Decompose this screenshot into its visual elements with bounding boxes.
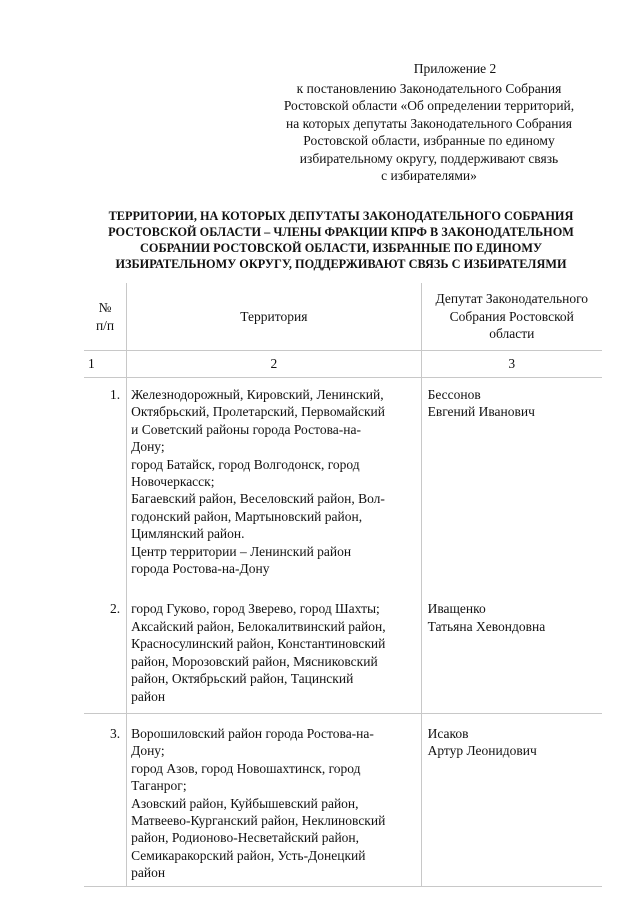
annex-block <box>256 60 602 185</box>
deputy-surname: Исаков <box>427 725 469 741</box>
document-title <box>80 208 602 272</box>
deputy-name: Татьяна Хевондовна <box>427 618 546 634</box>
header-number-line: п/п <box>95 317 115 333</box>
territory-line: Дону; <box>131 439 165 455</box>
title-line: СОБРАНИИ РОСТОВСКОЙ ОБЛАСТИ, ИЗБРАННЫЕ ПО ЕДИНОМУ <box>140 241 542 255</box>
territory-line: район, Морозовский район, Мясниковский <box>131 653 378 669</box>
index-cell: 2 <box>127 351 421 378</box>
title-line: ТЕРРИТОРИИ, НА КОТОРЫХ ДЕПУТАТЫ ЗАКОНОДАТЕЛЬНОГО СОБРАНИЯ <box>108 209 574 223</box>
row-territory <box>127 378 421 590</box>
title-line: ИЗБИРАТЕЛЬНОМУ ОКРУГУ, ПОДДЕРЖИВАЮТ СВЯЗЬ С ИЗБИРАТЕЛЯМИ <box>115 257 567 271</box>
deputy-name: Евгений Иванович <box>427 404 535 420</box>
territory-line: Новочеркасск; <box>131 474 215 490</box>
annex-line: с избирателями» <box>381 168 477 183</box>
deputy-name: Артур Леонидович <box>427 743 537 759</box>
territory-line: Железнодорожный, Кировский, Ленинский, <box>131 387 384 402</box>
header-deputy-line: Собрания Ростовской <box>449 308 574 324</box>
annex-line: Ростовской области, избранные по единому <box>303 133 555 148</box>
territories-table <box>84 283 602 887</box>
territory-line: города Ростова-на-Дону <box>131 561 270 577</box>
table-header-row <box>84 283 602 351</box>
row-deputy <box>421 589 602 713</box>
header-number-line: № <box>98 300 112 316</box>
header-deputy <box>421 283 602 351</box>
annex-line: Ростовской области «Об определении территорий, <box>283 98 575 113</box>
header-territory: Территория <box>127 283 421 351</box>
territory-line: Ворошиловский район города Ростова-на- <box>131 725 374 741</box>
annex-line: на которых депутаты Законодательного Собрания <box>286 115 572 131</box>
territory-line: район <box>131 688 166 704</box>
annex-line: избирательному округу, поддерживают связь <box>299 150 559 166</box>
row-number: 1. <box>84 378 127 590</box>
header-deputy-line: Депутат Законодательного <box>435 291 589 307</box>
table-row <box>84 378 602 590</box>
header-number <box>84 283 127 351</box>
header-deputy-line: области <box>489 326 535 342</box>
row-number: 2. <box>84 589 127 713</box>
territory-line: Октябрьский, Пролетарский, Первомайский <box>131 404 386 420</box>
territory-line: Багаевский район, Веселовский район, Вол- <box>131 491 385 507</box>
territory-line: Матвеево-Курганский район, Неклиновский <box>131 812 386 828</box>
row-territory <box>127 713 421 886</box>
territory-line: район, Родионово-Несветайский район, <box>131 830 360 846</box>
row-number: 3. <box>84 713 127 886</box>
territory-line: Цимлянский район. <box>131 526 245 542</box>
index-cell: 3 <box>421 351 602 378</box>
title-line: РОСТОВСКОЙ ОБЛАСТИ – ЧЛЕНЫ ФРАКЦИИ КПРФ В ЗАКОНОДАТЕЛЬНОМ <box>108 225 574 239</box>
row-deputy <box>421 378 602 590</box>
row-deputy <box>421 713 602 886</box>
territory-line: годонский район, Мартыновский район, <box>131 508 363 524</box>
territory-line: Таганрог; <box>131 778 187 794</box>
annex-line: к постановлению Законодательного Собрания <box>296 80 562 96</box>
table-index-row <box>84 351 602 378</box>
territory-line: город Гуково, город Зверево, город Шахты; <box>131 601 380 617</box>
territory-line: район, Октябрьский район, Тацинский <box>131 671 354 687</box>
territory-line: город Батайск, город Волгодонск, город <box>131 456 360 472</box>
territory-line: Дону; <box>131 743 165 759</box>
territory-line: и Советский районы города Ростова-на- <box>131 421 362 437</box>
deputy-surname: Иващенко <box>427 601 486 617</box>
deputy-surname: Бессонов <box>427 387 481 402</box>
territory-line: Семикаракорский район, Усть-Донецкий <box>131 847 366 863</box>
territory-line: Азовский район, Куйбышевский район, <box>131 795 359 811</box>
table-row <box>84 589 602 713</box>
row-territory <box>127 589 421 713</box>
annex-heading: Приложение 2 <box>413 61 497 76</box>
index-cell: 1 <box>84 351 127 378</box>
territory-line: Красносулинский район, Константиновский <box>131 636 386 652</box>
territory-line: район <box>131 865 166 881</box>
territory-line: Центр территории – Ленинский район <box>131 543 352 559</box>
table-row <box>84 713 602 886</box>
territory-line: город Азов, город Новошахтинск, город <box>131 760 361 776</box>
territory-line: Аксайский район, Белокалитвинский район, <box>131 618 386 634</box>
